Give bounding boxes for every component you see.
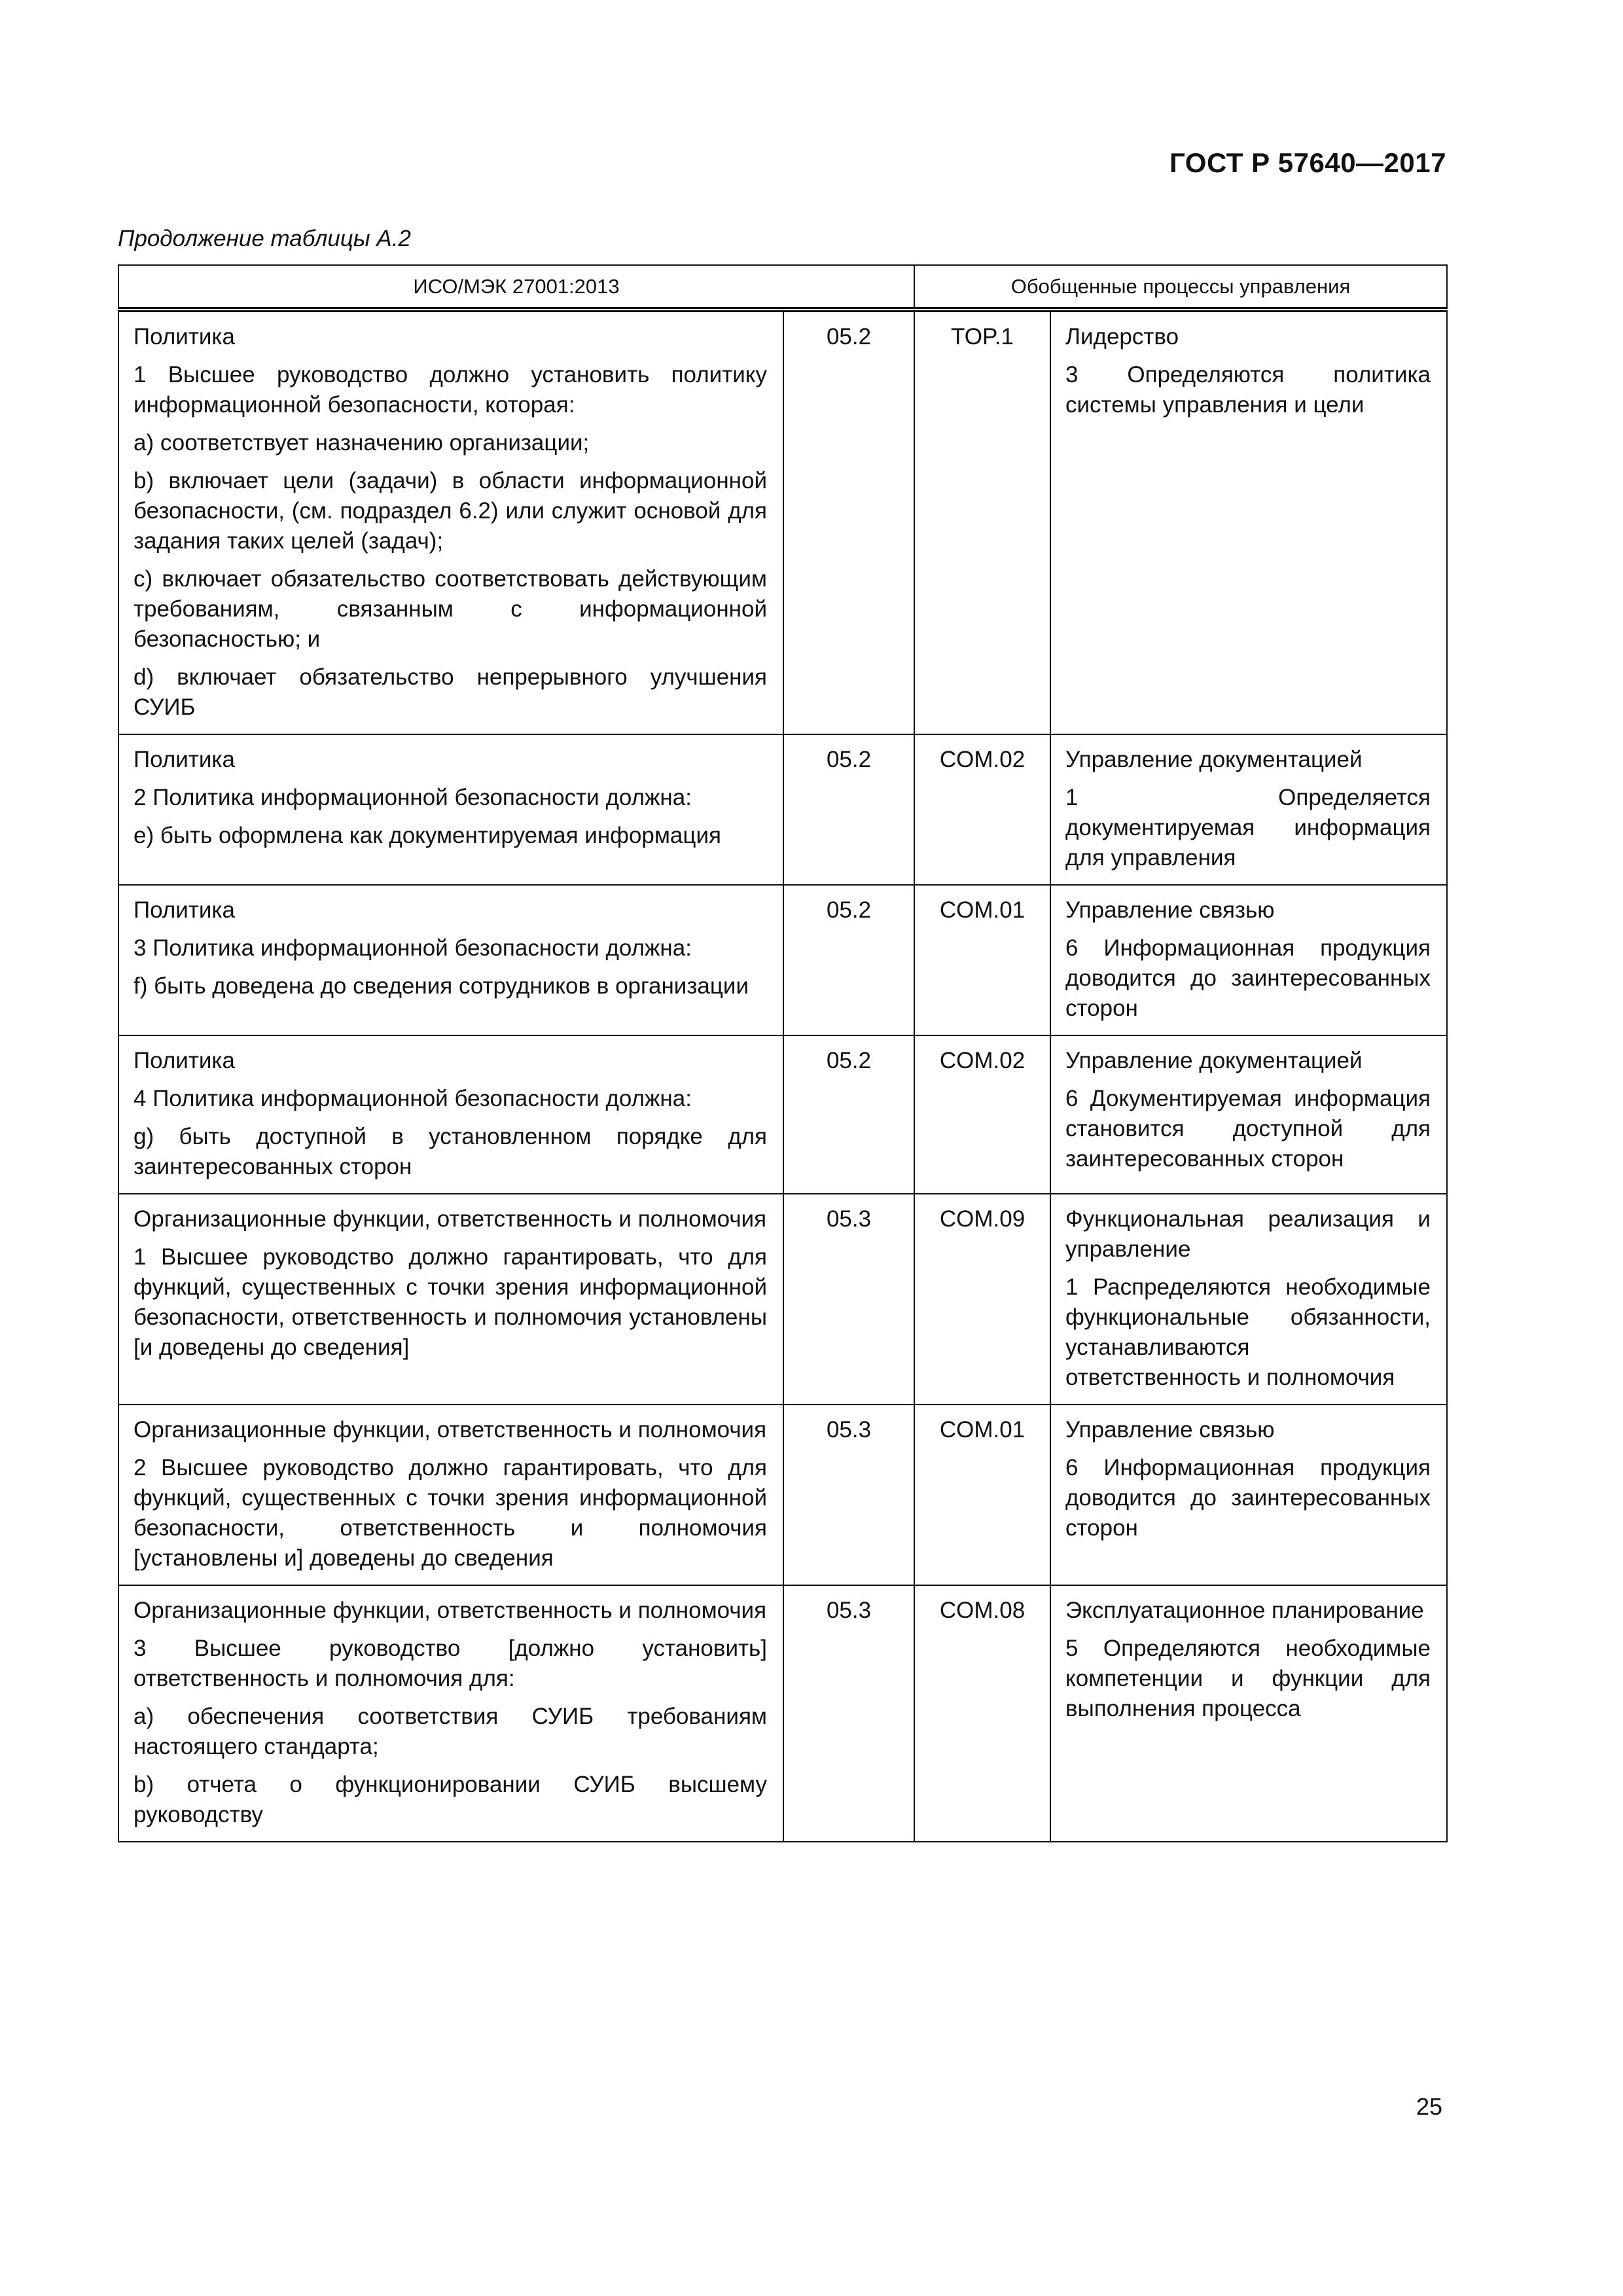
header-iso-iec: ИСО/МЭК 27001:2013 <box>118 265 914 310</box>
table-row <box>118 310 1447 734</box>
process-description-cell <box>1050 1035 1447 1194</box>
requirement-paragraph: 1 Высшее руководство должно гарантировать, что для функций, существенных с точки зрения информационной безопасности, ответственность и полномочия установлены [и доведены до сведения] <box>134 1244 767 1360</box>
process-code-cell: COM.01 <box>914 1405 1050 1585</box>
requirement-paragraph: a) обеспечения соответствия СУИБ требованиям настоящего стандарта; <box>134 1704 767 1759</box>
requirement-cell <box>118 1405 783 1585</box>
process-paragraph: 1 Определяется документируемая информация для управления <box>1065 785 1431 870</box>
process-paragraph: 6 Информационная продукция доводится до заинтересованных сторон <box>1065 1455 1431 1541</box>
table-caption: Продолжение таблицы А.2 <box>118 226 411 251</box>
table-row <box>118 1585 1447 1842</box>
requirement-paragraph: Политика <box>134 747 235 772</box>
requirement-paragraph: d) включает обязательство непрерывного улучшения СУИБ <box>134 664 767 720</box>
requirement-paragraph: e) быть оформлена как документируемая информация <box>134 823 721 848</box>
requirement-paragraph: Организационные функции, ответственность и полномочия <box>134 1598 767 1623</box>
process-paragraph: Эксплуатационное планирование <box>1065 1598 1424 1623</box>
requirement-cell <box>118 885 783 1035</box>
requirement-paragraph: 3 Высшее руководство [должно установить] ответственность и полномочия для: <box>134 1636 767 1691</box>
process-code-cell: TOP.1 <box>914 310 1050 734</box>
requirement-paragraph: 3 Политика информационной безопасности должна: <box>134 935 692 961</box>
page-number: 25 <box>1416 2093 1442 2120</box>
requirement-cell <box>118 1035 783 1194</box>
process-description-cell <box>1050 885 1447 1035</box>
requirement-paragraph: g) быть доступной в установленном порядке для заинтересованных сторон <box>134 1124 767 1179</box>
table-row <box>118 1405 1447 1585</box>
process-code-cell: COM.09 <box>914 1194 1050 1405</box>
requirement-paragraph: Политика <box>134 1048 235 1073</box>
document-code: ГОСТ Р 57640—2017 <box>1169 147 1446 178</box>
process-paragraph: 1 Распределяются необходимые функциональные обязанности, устанавливаются ответственность и полномочия <box>1065 1274 1431 1390</box>
process-code-cell: COM.01 <box>914 885 1050 1035</box>
requirement-paragraph: 2 Высшее руководство должно гарантировать, что для функций, существенных с точки зрения информационной безопасности, ответственность и полномочия [установлены и] доведены до сведения <box>134 1455 767 1571</box>
process-paragraph: Управление связью <box>1065 897 1275 923</box>
requirement-paragraph: b) включает цели (задачи) в области информационной безопасности, (см. подраздел 6.2) или служит основой для задания таких целей (задач); <box>134 468 767 554</box>
table-body <box>118 310 1447 1842</box>
process-description-cell <box>1050 1194 1447 1405</box>
process-paragraph: Функциональная реализация и управление <box>1065 1206 1431 1262</box>
requirement-paragraph: Политика <box>134 897 235 923</box>
process-paragraph: Управление документацией <box>1065 747 1363 772</box>
process-code-cell: COM.08 <box>914 1585 1050 1842</box>
process-paragraph: Лидерство <box>1065 324 1179 350</box>
requirement-cell <box>118 310 783 734</box>
clause-number-cell: 05.3 <box>783 1585 914 1842</box>
clause-number-cell: 05.2 <box>783 885 914 1035</box>
requirement-cell <box>118 1194 783 1405</box>
requirement-paragraph: Организационные функции, ответственность и полномочия <box>134 1206 767 1232</box>
process-paragraph: 6 Информационная продукция доводится до заинтересованных сторон <box>1065 935 1431 1021</box>
process-description-cell <box>1050 734 1447 885</box>
clause-number-cell: 05.2 <box>783 1035 914 1194</box>
process-paragraph: 6 Документируемая информация становится доступной для заинтересованных сторон <box>1065 1086 1431 1172</box>
requirement-paragraph: Организационные функции, ответственность и полномочия <box>134 1417 767 1443</box>
requirement-paragraph: a) соответствует назначению организации; <box>134 430 590 456</box>
header-generalized-processes: Обобщенные процессы управления <box>914 265 1447 310</box>
process-paragraph: 3 Определяются политика системы управления и цели <box>1065 362 1431 418</box>
table-row <box>118 1194 1447 1405</box>
table-row <box>118 1035 1447 1194</box>
process-paragraph: Управление связью <box>1065 1417 1275 1443</box>
process-paragraph: Управление документацией <box>1065 1048 1363 1073</box>
process-paragraph: 5 Определяются необходимые компетенции и функции для выполнения процесса <box>1065 1636 1431 1721</box>
requirement-paragraph: 2 Политика информационной безопасности должна: <box>134 785 692 810</box>
mapping-table <box>118 264 1448 1842</box>
clause-number-cell: 05.2 <box>783 734 914 885</box>
requirement-paragraph: 4 Политика информационной безопасности должна: <box>134 1086 692 1111</box>
requirement-paragraph: 1 Высшее руководство должно установить политику информационной безопасности, которая: <box>134 362 767 418</box>
clause-number-cell: 05.3 <box>783 1405 914 1585</box>
requirement-paragraph: b) отчета о функционировании СУИБ высшему руководству <box>134 1772 767 1827</box>
table-header-row <box>118 265 1447 310</box>
process-description-cell <box>1050 1585 1447 1842</box>
requirement-cell <box>118 734 783 885</box>
requirement-cell <box>118 1585 783 1842</box>
requirement-paragraph: f) быть доведена до сведения сотрудников в организации <box>134 973 749 999</box>
table-row <box>118 885 1447 1035</box>
clause-number-cell: 05.3 <box>783 1194 914 1405</box>
process-code-cell: COM.02 <box>914 734 1050 885</box>
requirement-paragraph: c) включает обязательство соответствовать действующим требованиям, связанным с информационной безопасностью; и <box>134 566 767 652</box>
process-description-cell <box>1050 310 1447 734</box>
requirement-paragraph: Политика <box>134 324 235 350</box>
table-row <box>118 734 1447 885</box>
process-description-cell <box>1050 1405 1447 1585</box>
clause-number-cell: 05.2 <box>783 310 914 734</box>
process-code-cell: COM.02 <box>914 1035 1050 1194</box>
